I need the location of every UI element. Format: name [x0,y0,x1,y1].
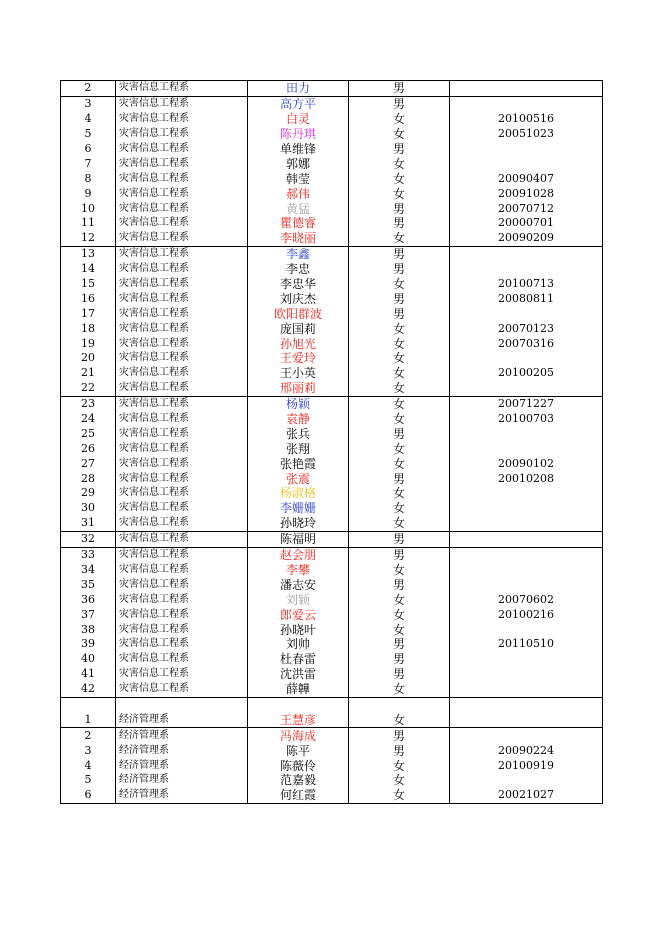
cell-gender[interactable]: 男 [349,471,450,486]
cell-gender[interactable]: 女 [349,321,450,336]
cell-department[interactable]: 灾害信息工程系 [116,231,248,246]
cell-date[interactable] [450,262,603,277]
cell-number[interactable]: 31 [61,516,116,531]
cell-department[interactable]: 灾害信息工程系 [116,471,248,486]
cell-date[interactable]: 20000701 [450,216,603,231]
cell-date[interactable] [450,142,603,157]
cell-number[interactable]: 22 [61,381,116,396]
cell-number[interactable]: 41 [61,667,116,682]
cell-number[interactable]: 1 [61,712,116,727]
table-row [61,216,603,231]
cell-date[interactable]: 20100205 [450,366,603,381]
cell-name[interactable]: 张震 [248,471,349,486]
table-row [61,412,603,427]
cell-department[interactable]: 灾害信息工程系 [116,306,248,321]
table-row [61,531,603,547]
cell-number[interactable]: 37 [61,607,116,622]
cell-date[interactable] [450,156,603,171]
table-row [61,231,603,246]
cell-department[interactable]: 经济管理系 [116,788,248,803]
cell-department[interactable]: 灾害信息工程系 [116,577,248,592]
cell-number[interactable]: 11 [61,216,116,231]
cell-gender[interactable]: 男 [349,531,450,547]
cell-gender[interactable]: 女 [349,788,450,803]
cell-department[interactable]: 灾害信息工程系 [116,186,248,201]
cell-gender[interactable]: 男 [349,728,450,743]
cell-department[interactable]: 灾害信息工程系 [116,682,248,697]
table-row [61,592,603,607]
cell-number[interactable]: 42 [61,682,116,697]
cell-department[interactable]: 灾害信息工程系 [116,246,248,261]
cell-number[interactable] [61,697,116,712]
cell-gender[interactable]: 男 [349,142,450,157]
cell-number[interactable]: 3 [61,743,116,758]
table-row [61,471,603,486]
cell-department[interactable]: 灾害信息工程系 [116,486,248,501]
cell-name[interactable]: 单维锋 [248,142,349,157]
cell-number[interactable]: 21 [61,366,116,381]
cell-name[interactable] [248,697,349,712]
cell-department[interactable]: 灾害信息工程系 [116,381,248,396]
table-row [61,697,603,712]
table-row [61,622,603,637]
cell-date[interactable] [450,682,603,697]
cell-date[interactable] [450,96,603,111]
table-row [61,728,603,743]
table-row [61,426,603,441]
cell-name[interactable]: 何红霞 [248,788,349,803]
cell-department[interactable]: 灾害信息工程系 [116,336,248,351]
table-row [61,563,603,578]
cell-name[interactable]: 欧阳群波 [248,306,349,321]
cell-number[interactable]: 13 [61,246,116,261]
table-row [61,501,603,516]
cell-name[interactable]: 白灵 [248,112,349,127]
cell-date[interactable] [450,441,603,456]
cell-date[interactable]: 20070602 [450,592,603,607]
cell-department[interactable]: 灾害信息工程系 [116,351,248,366]
cell-number[interactable]: 30 [61,501,116,516]
cell-name[interactable]: 张翔 [248,441,349,456]
table-row [61,262,603,277]
cell-name[interactable]: 李鑫 [248,246,349,261]
table-row [61,277,603,292]
cell-name[interactable]: 刘颖 [248,592,349,607]
cell-department[interactable]: 灾害信息工程系 [116,396,248,411]
table-row [61,201,603,216]
cell-number[interactable]: 25 [61,426,116,441]
cell-gender[interactable]: 女 [349,486,450,501]
cell-number[interactable]: 34 [61,563,116,578]
cell-number[interactable]: 10 [61,201,116,216]
cell-number[interactable]: 4 [61,112,116,127]
cell-gender[interactable]: 男 [349,81,450,97]
cell-date[interactable] [450,667,603,682]
table-row [61,396,603,411]
cell-gender[interactable]: 女 [349,592,450,607]
cell-gender[interactable]: 女 [349,563,450,578]
cell-date[interactable]: 20090102 [450,456,603,471]
cell-number[interactable]: 9 [61,186,116,201]
cell-date[interactable] [450,306,603,321]
cell-name[interactable]: 刘庆杰 [248,291,349,306]
cell-name[interactable]: 刘帅 [248,637,349,652]
cell-date[interactable]: 20021027 [450,788,603,803]
cell-number[interactable]: 6 [61,142,116,157]
cell-gender[interactable]: 女 [349,758,450,773]
cell-date[interactable]: 20051023 [450,127,603,142]
cell-date[interactable]: 20070123 [450,321,603,336]
cell-number[interactable]: 27 [61,456,116,471]
cell-date[interactable]: 20090224 [450,743,603,758]
cell-gender[interactable]: 女 [349,412,450,427]
cell-department[interactable] [116,697,248,712]
cell-date[interactable]: 20070316 [450,336,603,351]
cell-number[interactable]: 15 [61,277,116,292]
cell-name[interactable]: 王小英 [248,366,349,381]
table-row [61,381,603,396]
cell-date[interactable]: 20070712 [450,201,603,216]
cell-name[interactable]: 潘志安 [248,577,349,592]
cell-number[interactable]: 5 [61,127,116,142]
cell-department[interactable]: 灾害信息工程系 [116,112,248,127]
cell-name[interactable]: 李攀 [248,563,349,578]
cell-gender[interactable]: 男 [349,547,450,562]
cell-number[interactable]: 39 [61,637,116,652]
cell-department[interactable]: 灾害信息工程系 [116,516,248,531]
table-row [61,652,603,667]
cell-department[interactable]: 灾害信息工程系 [116,321,248,336]
cell-number[interactable]: 5 [61,773,116,788]
cell-department[interactable]: 灾害信息工程系 [116,366,248,381]
cell-number[interactable]: 16 [61,291,116,306]
cell-date[interactable]: 20080811 [450,291,603,306]
cell-gender[interactable]: 男 [349,306,450,321]
cell-name[interactable]: 李忠 [248,262,349,277]
cell-number[interactable]: 33 [61,547,116,562]
cell-number[interactable]: 18 [61,321,116,336]
cell-name[interactable]: 李晓丽 [248,231,349,246]
cell-number[interactable]: 32 [61,531,116,547]
cell-gender[interactable]: 女 [349,351,450,366]
table-row [61,637,603,652]
cell-date[interactable] [450,652,603,667]
cell-name[interactable]: 王爱玲 [248,351,349,366]
cell-gender[interactable]: 女 [349,231,450,246]
cell-date[interactable]: 20100516 [450,112,603,127]
cell-gender[interactable]: 男 [349,426,450,441]
cell-date[interactable]: 20090209 [450,231,603,246]
cell-department[interactable]: 经济管理系 [116,743,248,758]
cell-department[interactable]: 灾害信息工程系 [116,262,248,277]
cell-date[interactable] [450,486,603,501]
staff-table-body [61,81,603,804]
cell-date[interactable] [450,531,603,547]
cell-department[interactable]: 灾害信息工程系 [116,531,248,547]
cell-name[interactable]: 杨淑格 [248,486,349,501]
cell-department[interactable]: 灾害信息工程系 [116,441,248,456]
table-row [61,788,603,803]
cell-date[interactable] [450,547,603,562]
cell-name[interactable]: 郎爱云 [248,607,349,622]
cell-gender[interactable]: 男 [349,262,450,277]
cell-gender[interactable] [349,697,450,712]
cell-gender[interactable]: 女 [349,501,450,516]
cell-name[interactable]: 高方平 [248,96,349,111]
cell-gender[interactable]: 男 [349,201,450,216]
cell-name[interactable]: 杨颖 [248,396,349,411]
cell-number[interactable]: 20 [61,351,116,366]
cell-number[interactable]: 40 [61,652,116,667]
cell-gender[interactable]: 女 [349,396,450,411]
table-row [61,547,603,562]
cell-name[interactable]: 杜春雷 [248,652,349,667]
cell-gender[interactable]: 女 [349,381,450,396]
cell-name[interactable]: 田力 [248,81,349,97]
cell-department[interactable]: 灾害信息工程系 [116,142,248,157]
cell-gender[interactable]: 男 [349,216,450,231]
cell-gender[interactable]: 女 [349,156,450,171]
table-row [61,186,603,201]
table-row [61,246,603,261]
table-row [61,142,603,157]
cell-date[interactable] [450,81,603,97]
cell-department[interactable]: 灾害信息工程系 [116,127,248,142]
cell-date[interactable]: 20071227 [450,396,603,411]
table-row [61,306,603,321]
cell-number[interactable]: 6 [61,788,116,803]
cell-department[interactable]: 灾害信息工程系 [116,426,248,441]
cell-name[interactable]: 王慧彦 [248,712,349,727]
cell-gender[interactable]: 女 [349,712,450,727]
cell-name[interactable]: 陈丹琪 [248,127,349,142]
cell-gender[interactable]: 女 [349,277,450,292]
table-row [61,321,603,336]
cell-date[interactable]: 20100703 [450,412,603,427]
cell-name[interactable]: 陈平 [248,743,349,758]
cell-number[interactable]: 38 [61,622,116,637]
cell-date[interactable] [450,563,603,578]
cell-name[interactable]: 邢丽莉 [248,381,349,396]
cell-department[interactable]: 灾害信息工程系 [116,81,248,97]
cell-name[interactable]: 孙晓玲 [248,516,349,531]
cell-gender[interactable]: 女 [349,441,450,456]
cell-department[interactable]: 灾害信息工程系 [116,412,248,427]
table-row [61,366,603,381]
cell-number[interactable]: 35 [61,577,116,592]
cell-department[interactable]: 灾害信息工程系 [116,201,248,216]
cell-number[interactable]: 26 [61,441,116,456]
cell-department[interactable]: 灾害信息工程系 [116,592,248,607]
cell-date[interactable]: 20090407 [450,171,603,186]
table-row [61,712,603,727]
cell-name[interactable]: 张兵 [248,426,349,441]
cell-date[interactable] [450,622,603,637]
cell-date[interactable] [450,712,603,727]
table-row [61,127,603,142]
table-row [61,112,603,127]
cell-number[interactable]: 17 [61,306,116,321]
cell-gender[interactable]: 女 [349,773,450,788]
cell-date[interactable] [450,501,603,516]
cell-date[interactable]: 20100713 [450,277,603,292]
cell-gender[interactable]: 女 [349,112,450,127]
cell-number[interactable]: 7 [61,156,116,171]
cell-name[interactable]: 韩莹 [248,171,349,186]
table-row [61,486,603,501]
cell-number[interactable]: 2 [61,728,116,743]
table-row [61,81,603,97]
cell-date[interactable] [450,577,603,592]
cell-gender[interactable]: 女 [349,607,450,622]
cell-name[interactable]: 孙旭光 [248,336,349,351]
cell-number[interactable]: 29 [61,486,116,501]
cell-name[interactable]: 郝伟 [248,186,349,201]
cell-gender[interactable]: 男 [349,577,450,592]
cell-number[interactable]: 3 [61,96,116,111]
cell-department[interactable]: 灾害信息工程系 [116,667,248,682]
cell-name[interactable]: 孙晓叶 [248,622,349,637]
cell-name[interactable]: 陈薇伶 [248,758,349,773]
cell-department[interactable]: 灾害信息工程系 [116,156,248,171]
cell-number[interactable]: 12 [61,231,116,246]
table-row [61,516,603,531]
cell-gender[interactable]: 女 [349,622,450,637]
cell-gender[interactable]: 女 [349,366,450,381]
cell-gender[interactable]: 男 [349,291,450,306]
table-row [61,441,603,456]
staff-table [60,80,603,804]
cell-date[interactable] [450,351,603,366]
cell-name[interactable]: 薛韡 [248,682,349,697]
cell-name[interactable]: 李忠华 [248,277,349,292]
cell-date[interactable] [450,516,603,531]
cell-department[interactable]: 经济管理系 [116,712,248,727]
cell-name[interactable]: 陈福明 [248,531,349,547]
cell-gender[interactable]: 女 [349,171,450,186]
cell-gender[interactable]: 女 [349,682,450,697]
cell-date[interactable]: 20100216 [450,607,603,622]
cell-number[interactable]: 8 [61,171,116,186]
cell-gender[interactable]: 男 [349,637,450,652]
cell-date[interactable] [450,381,603,396]
cell-department[interactable]: 灾害信息工程系 [116,652,248,667]
cell-date[interactable]: 20010208 [450,471,603,486]
cell-name[interactable]: 郭娜 [248,156,349,171]
cell-gender[interactable]: 女 [349,186,450,201]
cell-department[interactable]: 灾害信息工程系 [116,501,248,516]
cell-gender[interactable]: 男 [349,667,450,682]
table-row [61,351,603,366]
cell-department[interactable]: 灾害信息工程系 [116,622,248,637]
cell-department[interactable]: 灾害信息工程系 [116,277,248,292]
cell-name[interactable]: 沈洪雷 [248,667,349,682]
cell-date[interactable] [450,728,603,743]
cell-gender[interactable]: 女 [349,336,450,351]
cell-name[interactable]: 黄猛 [248,201,349,216]
table-row [61,607,603,622]
cell-date[interactable]: 20100919 [450,758,603,773]
cell-department[interactable]: 灾害信息工程系 [116,547,248,562]
table-row [61,156,603,171]
cell-department[interactable]: 灾害信息工程系 [116,171,248,186]
table-row [61,743,603,758]
cell-department[interactable]: 灾害信息工程系 [116,563,248,578]
cell-gender[interactable]: 女 [349,456,450,471]
cell-number[interactable]: 24 [61,412,116,427]
cell-date[interactable]: 20091028 [450,186,603,201]
cell-number[interactable]: 14 [61,262,116,277]
cell-date[interactable] [450,773,603,788]
cell-department[interactable]: 经济管理系 [116,758,248,773]
table-row [61,96,603,111]
table-row [61,456,603,471]
cell-gender[interactable]: 女 [349,516,450,531]
table-row [61,667,603,682]
cell-gender[interactable]: 男 [349,652,450,667]
cell-date[interactable]: 20110510 [450,637,603,652]
table-row [61,682,603,697]
cell-number[interactable]: 36 [61,592,116,607]
cell-name[interactable]: 李姗姗 [248,501,349,516]
table-row [61,773,603,788]
cell-department[interactable]: 灾害信息工程系 [116,456,248,471]
cell-gender[interactable]: 男 [349,96,450,111]
cell-name[interactable]: 赵会朋 [248,547,349,562]
cell-number[interactable]: 2 [61,81,116,97]
cell-department[interactable]: 经济管理系 [116,773,248,788]
table-row [61,291,603,306]
cell-department[interactable]: 经济管理系 [116,728,248,743]
cell-date[interactable] [450,697,603,712]
cell-name[interactable]: 张艳霞 [248,456,349,471]
cell-department[interactable]: 灾害信息工程系 [116,216,248,231]
cell-department[interactable]: 灾害信息工程系 [116,96,248,111]
cell-number[interactable]: 23 [61,396,116,411]
cell-number[interactable]: 28 [61,471,116,486]
table-row [61,171,603,186]
cell-department[interactable]: 灾害信息工程系 [116,637,248,652]
cell-name[interactable]: 瞿德睿 [248,216,349,231]
cell-name[interactable]: 冯海成 [248,728,349,743]
cell-number[interactable]: 4 [61,758,116,773]
cell-gender[interactable]: 女 [349,127,450,142]
cell-department[interactable]: 灾害信息工程系 [116,291,248,306]
cell-gender[interactable]: 男 [349,743,450,758]
table-row [61,758,603,773]
cell-number[interactable]: 19 [61,336,116,351]
cell-name[interactable]: 庞国莉 [248,321,349,336]
cell-name[interactable]: 袁静 [248,412,349,427]
table-row [61,577,603,592]
cell-gender[interactable]: 男 [349,246,450,261]
cell-date[interactable] [450,426,603,441]
table-row [61,336,603,351]
cell-name[interactable]: 范嘉毅 [248,773,349,788]
cell-date[interactable] [450,246,603,261]
cell-department[interactable]: 灾害信息工程系 [116,607,248,622]
